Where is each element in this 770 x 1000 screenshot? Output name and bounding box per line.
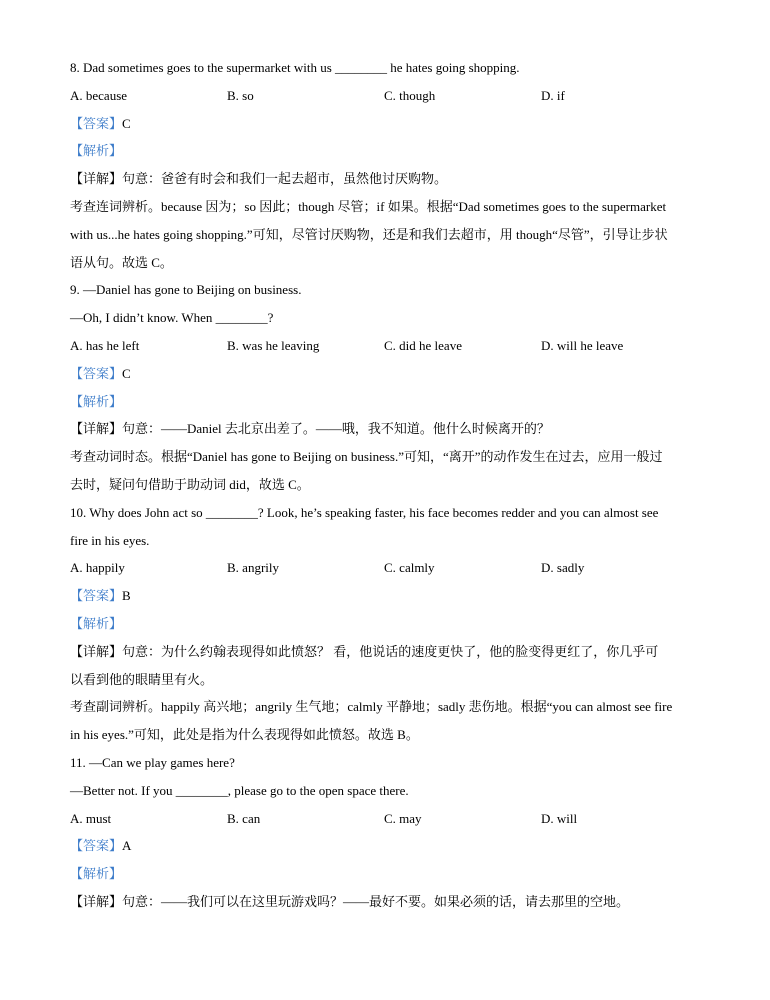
question-stem: —Oh, I didn’t know. When ________? bbox=[70, 310, 274, 326]
option-a: A. must bbox=[70, 810, 112, 826]
option-b: B. was he leaving bbox=[227, 337, 320, 353]
detail-line bbox=[70, 666, 710, 694]
option-b: B. so bbox=[227, 87, 254, 103]
detail-line bbox=[70, 638, 710, 666]
detail-tag: 【详解】 bbox=[70, 171, 123, 187]
option-b: B. angrily bbox=[227, 560, 279, 576]
detail-tag: 【详解】 bbox=[70, 893, 123, 909]
detail-line bbox=[70, 165, 710, 193]
detail-text: 句意：——我们可以在这里玩游戏吗？——最好不要。如果必须的话，请去那里的空地。 bbox=[122, 893, 630, 909]
analysis-line bbox=[70, 137, 710, 165]
options-row bbox=[70, 82, 710, 110]
detail-line bbox=[70, 693, 710, 721]
detail-text: in his eyes.”可知，此处是指为什么表现得如此愤怒。故选 B。 bbox=[70, 727, 419, 743]
detail-text: with us...he hates going shopping.”可知，尽管讨厌购物，还是和我们去超市，用 though“尽管”，引导让步状 bbox=[70, 226, 668, 242]
detail-line bbox=[70, 415, 710, 443]
analysis-line bbox=[70, 860, 710, 888]
question-stem: 8. Dad sometimes goes to the supermarket with us ________ he hates going shopping. bbox=[70, 60, 520, 75]
detail-text: 去时，疑问句借助于助动词 did，故选 C。 bbox=[70, 476, 310, 492]
answer-line bbox=[70, 582, 710, 610]
analysis-tag: 【解析】 bbox=[70, 143, 123, 159]
option-a: A. happily bbox=[70, 560, 125, 576]
question-block bbox=[70, 499, 710, 749]
detail-text: 句意：为什么约翰表现得如此愤怒？ 看，他说话的速度更快了，他的脸变得更红了，你几乎可 bbox=[122, 643, 659, 659]
analysis-line bbox=[70, 610, 710, 638]
detail-text: 语从句。故选 C。 bbox=[70, 254, 173, 270]
answer-value: B bbox=[122, 588, 131, 604]
option-d: D. sadly bbox=[541, 560, 585, 576]
question-stem: 10. Why does John act so ________? Look, he’s speaking faster, his face becomes redder and you can almost see bbox=[70, 504, 659, 520]
detail-text: 以看到他的眼睛里有火。 bbox=[70, 671, 214, 687]
detail-text: 考查副词辨析。happily 高兴地；angrily 生气地；calmly 平静地；sadly 悲伤地。根据“you can almost see fire bbox=[70, 699, 673, 715]
detail-line bbox=[70, 221, 710, 249]
detail-line bbox=[70, 888, 710, 916]
detail-line bbox=[70, 721, 710, 749]
detail-text: 句意：——Daniel 去北京出差了。——哦，我不知道。他什么时候离开的？ bbox=[122, 421, 550, 437]
analysis-tag: 【解析】 bbox=[70, 866, 123, 882]
question-stem: 11. —Can we play games here? bbox=[70, 754, 235, 770]
option-a: A. because bbox=[70, 87, 128, 103]
question-block bbox=[70, 749, 710, 916]
detail-line bbox=[70, 193, 710, 221]
option-b: B. can bbox=[227, 810, 261, 826]
options-row bbox=[70, 805, 710, 833]
answer-line bbox=[70, 360, 710, 388]
option-d: D. will bbox=[541, 810, 578, 826]
answer-value: A bbox=[122, 838, 132, 854]
document-page bbox=[70, 54, 710, 916]
analysis-tag: 【解析】 bbox=[70, 393, 123, 409]
answer-line bbox=[70, 832, 710, 860]
answer-tag: 【答案】 bbox=[70, 838, 123, 854]
analysis-tag: 【解析】 bbox=[70, 615, 123, 631]
analysis-line bbox=[70, 388, 710, 416]
option-d: D. if bbox=[541, 87, 565, 103]
option-c: C. did he leave bbox=[384, 337, 462, 353]
question-stem: fire in his eyes. bbox=[70, 532, 150, 548]
answer-value: C bbox=[122, 365, 131, 381]
answer-tag: 【答案】 bbox=[70, 365, 123, 381]
options-row bbox=[70, 554, 710, 582]
question-stem: —Better not. If you ________, please go to the open space there. bbox=[70, 782, 409, 798]
detail-tag: 【详解】 bbox=[70, 421, 123, 437]
option-c: C. calmly bbox=[384, 560, 435, 576]
detail-text: 考查连词辨析。because 因为；so 因此；though 尽管；if 如果。根据“Dad sometimes goes to the supermarket bbox=[70, 198, 667, 214]
detail-line bbox=[70, 443, 710, 471]
answer-line bbox=[70, 110, 710, 138]
detail-text: 考查动词时态。根据“Daniel has gone to Beijing on business.”可知，“离开”的动作发生在过去，应用一般过 bbox=[70, 449, 663, 465]
option-d: D. will he leave bbox=[541, 337, 624, 353]
option-c: C. though bbox=[384, 87, 436, 103]
option-c: C. may bbox=[384, 810, 422, 826]
question-block bbox=[70, 276, 710, 498]
answer-tag: 【答案】 bbox=[70, 588, 123, 604]
question-stem: 9. —Daniel has gone to Beijing on business. bbox=[70, 282, 302, 298]
question-block bbox=[70, 54, 710, 276]
answer-tag: 【答案】 bbox=[70, 115, 123, 131]
detail-line bbox=[70, 471, 710, 499]
detail-text: 句意：爸爸有时会和我们一起去超市，虽然他讨厌购物。 bbox=[122, 171, 448, 187]
answer-value: C bbox=[122, 115, 131, 131]
detail-tag: 【详解】 bbox=[70, 643, 123, 659]
options-row bbox=[70, 332, 710, 360]
detail-line bbox=[70, 249, 710, 277]
option-a: A. has he left bbox=[70, 337, 140, 353]
